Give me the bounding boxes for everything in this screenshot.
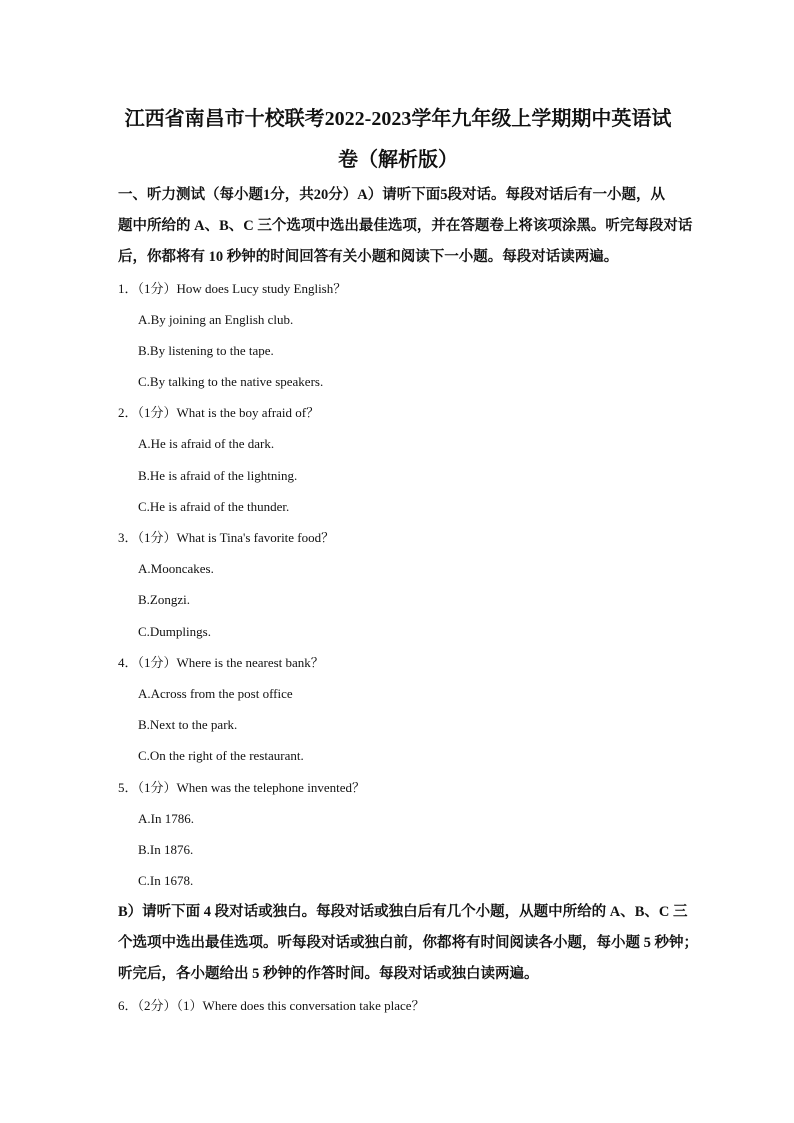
question-score: （2分）	[137, 998, 177, 1013]
question-text: Where is the nearest bank？	[176, 655, 324, 670]
question-text: What is Tina's favorite food？	[176, 530, 335, 545]
question-2-option-a: A.He is afraid of the dark.	[138, 436, 275, 451]
document-title-line-2: 卷（解析版）	[338, 149, 458, 171]
question-number: 1．	[118, 281, 138, 296]
question-score: （1分）	[137, 281, 177, 296]
question-number: 4．	[118, 655, 138, 670]
question-3-option-b: B.Zongzi.	[138, 592, 190, 607]
question-5-option-c: C.In 1678.	[138, 873, 194, 888]
section-b-instructions	[118, 897, 698, 990]
section-a-instructions	[118, 180, 693, 273]
question-2-option-b: B.He is afraid of the lightning.	[138, 468, 298, 483]
question-score: （1分）	[137, 405, 177, 420]
question-score: （1分）	[137, 655, 177, 670]
question-1-option-c: C.By talking to the native speakers.	[138, 374, 324, 389]
question-4-option-c: C.On the right of the restaurant.	[138, 748, 304, 763]
question-5-option-b: B.In 1876.	[138, 842, 194, 857]
section-b-line: 个选项中选出最佳选项。听每段对话或独白前，你都将有时间阅读各小题，每小题 5 秒钟；	[118, 935, 698, 951]
question-4-option-a: A.Across from the post office	[138, 686, 293, 701]
question-number: 5．	[118, 780, 138, 795]
section-a-line: 后，你都将有 10 秒钟的时间回答有关小题和阅读下一小题。每段对话读两遍。	[118, 249, 619, 265]
question-text: Where does this conversation take place？	[202, 998, 425, 1013]
question-5	[118, 779, 365, 797]
question-number: 3．	[118, 530, 138, 545]
question-score: （1分）	[137, 780, 177, 795]
question-1-option-a: A.By joining an English club.	[138, 312, 294, 327]
document-title-line-1: 江西省南昌市十校联考2022-2023学年九年级上学期期中英语试	[124, 108, 672, 130]
question-1-option-b: B.By listening to the tape.	[138, 343, 274, 358]
question-text: How does Lucy study English？	[176, 281, 347, 296]
question-number: 6．	[118, 998, 138, 1013]
question-3	[118, 529, 334, 547]
question-2	[118, 404, 319, 422]
section-b-line: B）请听下面 4 段对话或独白。每段对话或独白后有几个小题，从题中所给的 A、B、C 三	[118, 904, 688, 920]
question-sub-number: （1）	[176, 998, 203, 1013]
question-4-option-b: B.Next to the park.	[138, 717, 238, 732]
question-2-option-c: C.He is afraid of the thunder.	[138, 499, 290, 514]
question-5-option-a: A.In 1786.	[138, 811, 194, 826]
section-a-line: 一、听力测试（每小题1分，共20分）A）请听下面5段对话。每段对话后有一小题，从	[118, 187, 665, 203]
question-number: 2．	[118, 405, 138, 420]
question-6	[118, 997, 425, 1015]
question-3-option-c: C.Dumplings.	[138, 624, 211, 639]
section-b-line: 听完后，各小题给出 5 秒钟的作答时间。每段对话或独白读两遍。	[118, 966, 539, 982]
question-score: （1分）	[137, 530, 177, 545]
question-1	[118, 280, 346, 298]
question-text: When was the telephone invented？	[176, 780, 365, 795]
question-3-option-a: A.Mooncakes.	[138, 561, 214, 576]
question-text: What is the boy afraid of？	[176, 405, 320, 420]
section-a-line: 题中所给的 A、B、C 三个选项中选出最佳选项，并在答题卷上将该项涂黑。听完每段对话	[118, 218, 693, 234]
question-4	[118, 654, 324, 672]
